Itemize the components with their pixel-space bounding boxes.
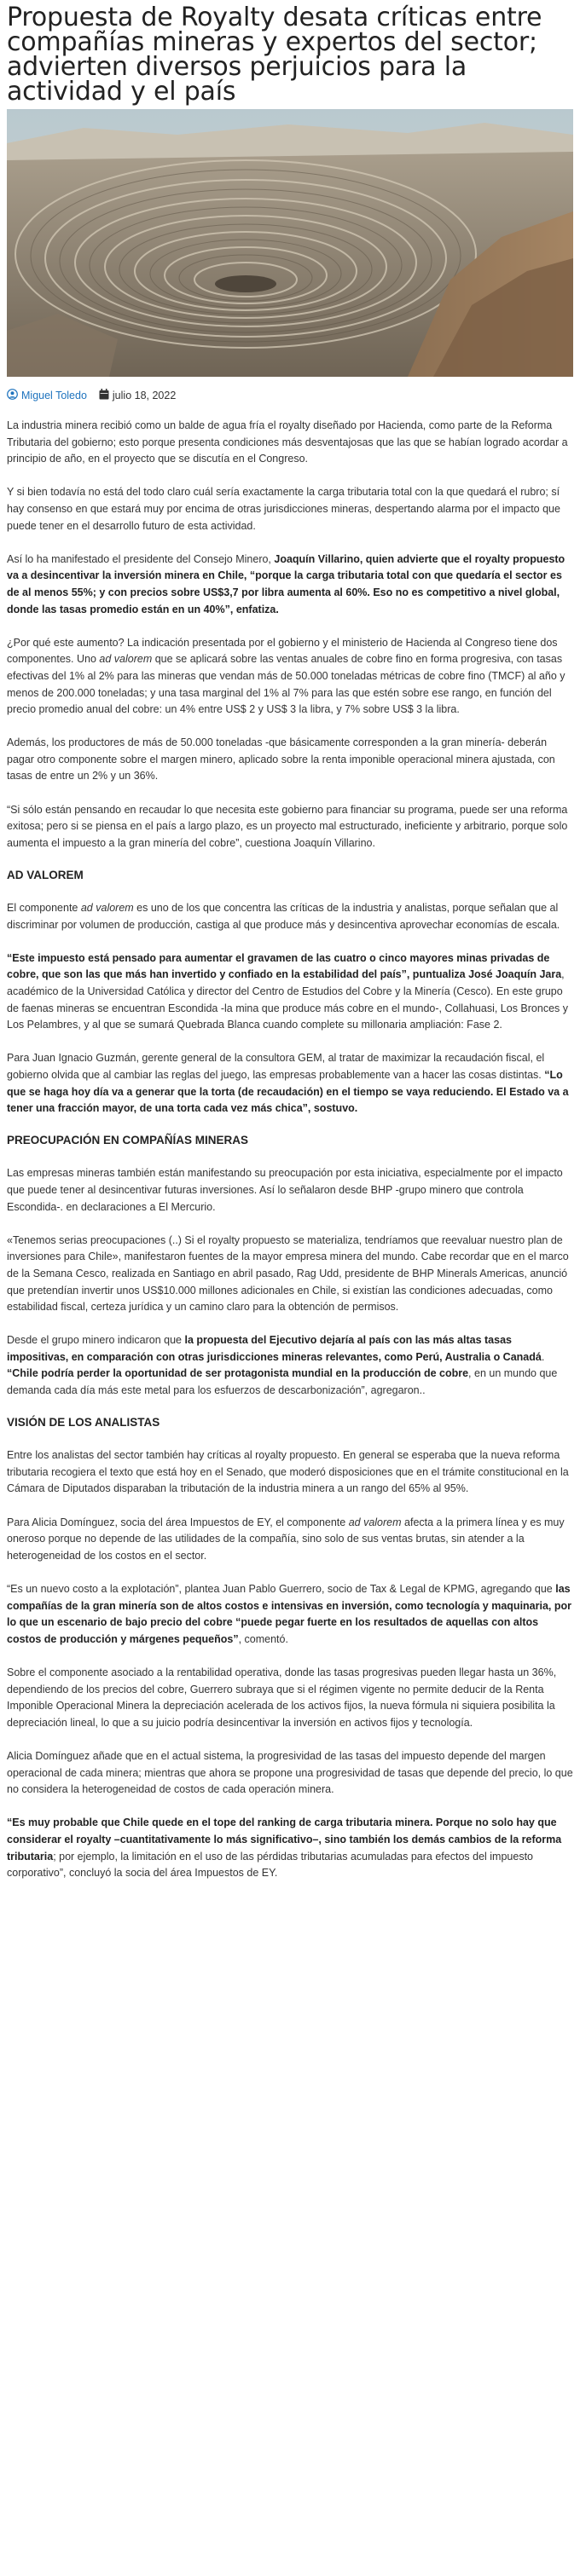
text-run: , académico de la Universidad Católica y director del Centro de Estudios del Cobre y la Minería (Cesco). En este grupo de faenas mineras se encuentran Escondida -la mina que produce más cobre en el mundo-, Collahuasi, Los Bronces y Los Pelambres, y al que se sumará Quebrada Blanca cuando complete su millonaria ampliación: Fase 2.	[7, 968, 569, 1031]
text-run: Entre los analistas del sector también hay críticas al royalty propuesto. En general se esperaba que la nueva reforma tributaria recogiera el texto que está hoy en el Senado, que moderó disposiciones que en el trámite constitucional en la Cámara de Diputados disparaban la tributación de la industria minera a un rango del 65% al 95%.	[7, 1449, 569, 1495]
article-paragraph	[7, 635, 573, 719]
text-run: las compañías de la gran minería son de altos costos e intensivas en inversión, como tecnología y maquinaria, por lo que un escenario de bajo precio del cobre “puede pegar fuerte en los resultados de aquellas con altos costos de producción y márgenes pequeños”	[7, 1583, 571, 1645]
text-run: Y si bien todavía no está del todo claro cuál sería exactamente la carga tributaria total con la que quedará el rubro; sí hay consenso en que estará muy por encima de otras jurisdicciones mineras, despertando alarma por el impacto que puede tener en el desarrollo futuro de esta actividad.	[7, 486, 560, 532]
text-run: que se aplicará sobre las ventas anuales de cobre fino en forma progresiva, con tasas efectivas del 1% al 2% para las mineras que vendan más de 50.000 toneladas métricas de cobre fino (TMCF) al año y menos de 200.000 toneladas; y una tasa marginal del 1% al 7% para las que estén sobre ese rango, en función del precio promedio anual del cobre: un 4% entre US$ 2 y US$ 3 la libra, y 7% sobre US$ 3 la libra.	[7, 653, 566, 716]
text-run: “Lo que se haga hoy día va a generar que la torta (de recaudación) en el tiempo se vaya reduciendo. El Estado va a tener una fracción mayor, de una torta cada vez más chica”, sostuvo.	[7, 1068, 569, 1115]
text-run: ad valorem	[80, 902, 134, 915]
calendar-icon	[99, 389, 109, 402]
article-paragraph	[7, 1447, 573, 1498]
text-run: .	[541, 1350, 545, 1363]
text-run: “Este impuesto está pensado para aumentar el gravamen de las cuatro o cinco mayores minas privadas de cobre, que son las que más han invertido y confiado en la estabilidad del país”, puntualiza José Joaquín Jara	[7, 951, 562, 981]
text-run: “Si sólo están pensando en recaudar lo que necesita este gobierno para financiar su programa, puede ser una reforma exitosa; pero si se piensa en el país a largo plazo, es un proyecto mal estructurado, ineficiente y arbitrario, porque solo aumenta el impuesto a la gran minería del cobre”, cuestiona Joaquín Villarino.	[7, 803, 568, 849]
text-run: Desde el grupo minero indicaron que	[7, 1334, 185, 1347]
article-paragraph	[7, 1815, 573, 1881]
article-meta	[7, 389, 573, 402]
article-paragraph	[7, 1515, 573, 1565]
text-run: “Chile podría perder la oportunidad de ser protagonista mundial en la producción de cobre	[7, 1367, 469, 1380]
user-icon	[7, 389, 18, 402]
section-heading: VISIÓN DE LOS ANALISTAS	[7, 1416, 160, 1430]
text-run: ; por ejemplo, la limitación en el uso de las pérdidas tributarias acumuladas para efectos del impuesto corporativo”, concluyó la socia del área Impuestos de EY.	[7, 1850, 533, 1880]
text-run: ¿Por qué este aumento? La indicación presentada por el gobierno y el ministerio de Hacienda al Congreso tiene dos componentes. Uno	[7, 636, 558, 666]
text-run: es uno de los que concentra las críticas de la industria y analistas, porque señalan que al discriminar por volumen de producción, castiga al que produce más y desincentiva aprovechar economías de escala.	[7, 902, 560, 931]
text-run: Joaquín Villarino, quien advierte que el royalty propuesto va a desincentivar la inversión minera en Chile, “porque la carga tributaria total con que quedaría el sector es de al menos 55%; y con precios sobre US$3,7 por libra aumenta al 60%. Eso no es competitivo a nivel global, donde las tasas promedio están en un 40%”, enfatiza.	[7, 552, 566, 615]
article-body	[7, 418, 573, 1882]
text-run: Alicia Domínguez añade que en el actual sistema, la progresividad de las tasas del impuesto depende del margen operacional de cada minera; mientras que ahora se propone una progresividad de tasas que depende del precio, lo que no considera la heterogeneidad de costos de cada operación minera.	[7, 1749, 573, 1796]
article-paragraph	[7, 950, 573, 1034]
article-paragraph	[7, 552, 573, 618]
section-heading: AD VALOREM	[7, 869, 84, 882]
text-run: “Es muy probable que Chile quede en el tope del ranking de carga tributaria minera. Porque no solo hay que considerar el royalty –cuantitativamente lo más significativo–, sino también los demás cambios de la reforma tributaria	[7, 1816, 562, 1863]
text-run: El componente	[7, 902, 81, 915]
author-link[interactable]: Miguel Toledo	[21, 390, 87, 401]
text-run: “Es un nuevo costo a la explotación”, plantea Juan Pablo Guerrero, socio de Tax & Legal de KPMG, agregando que	[7, 1583, 556, 1595]
text-run: Así lo ha manifestado el presidente del Consejo Minero,	[7, 552, 275, 565]
article-title: Propuesta de Royalty desata críticas entre compañías mineras y expertos del sector; advierten diversos perjuicios para la actividad y el país	[7, 3, 542, 107]
publish-date: julio 18, 2022	[112, 390, 177, 401]
article-paragraph	[7, 802, 573, 852]
article-paragraph	[7, 418, 573, 468]
hero-image	[7, 109, 573, 377]
text-run: La industria minera recibió como un balde de agua fría el royalty diseñado por Hacienda, como parte de la Reforma Tributaria del gobierno; esto porque presenta condiciones más desventajosas que las que se habían logrado acordar a principio de año, en el proyecto que se discutía en el Congreso.	[7, 419, 568, 465]
text-run: Las empresas mineras también están manifestando su preocupación por esta iniciativa, especialmente por el impacto que puede tener al desincentivar futuras inversiones. Así lo señalaron desde BHP -grupo minero que controla Escondida-. en declaraciones a El Mercurio.	[7, 1167, 563, 1213]
text-run: Además, los productores de más de 50.000 toneladas -que básicamente corresponden a la gran minería- deberán pagar otro componente sobre el margen minero, aplicado sobre la renta imponible operacional minera ajustada, con tasas de entre un 2% y un 36%.	[7, 736, 555, 783]
text-run: Para Alicia Domínguez, socia del área Impuestos de EY, el componente	[7, 1516, 349, 1528]
text-run: «Tenemos serias preocupaciones (..) Si el royalty propuesto se materializa, tendríamos que reevaluar nuestro plan de inversiones para Chile», manifestaron fuentes de la mayor empresa minera del mundo. Cabe recordar que en el marco de la Semana Cesco, realizada en Santiago en abril pasado, Rag Udd, presidente de BHP Minerals Americas, anunció que pretendían invertir unos US$10.000 millones adicionales en Chile, si existían las condiciones adecuadas, como estabilidad fiscal, certeza jurídica y un camino claro para la obtención de permisos.	[7, 1233, 569, 1314]
article-paragraph	[7, 1665, 573, 1731]
article-paragraph	[7, 1050, 573, 1117]
text-run: , comentó.	[238, 1632, 288, 1645]
section-heading: PREOCUPACIÓN EN COMPAÑÍAS MINERAS	[7, 1134, 249, 1147]
article-paragraph	[7, 1165, 573, 1216]
text-run: ad valorem	[348, 1516, 402, 1528]
article-paragraph	[7, 1233, 573, 1316]
article-paragraph	[7, 1581, 573, 1648]
article-paragraph	[7, 735, 573, 785]
text-run: afecta a la primera línea y es muy oneroso porque no depende de las utilidades de la compañía, sino solo de sus ventas brutas, sin atender a la heterogeneidad de los costos en el sector.	[7, 1516, 565, 1562]
text-run: Para Juan Ignacio Guzmán, gerente general de la consultora GEM, al tratar de maximizar la recaudación fiscal, el gobierno olvida que al cambiar las reglas del juego, las empresas probablemente van a hacer las cosas distintas.	[7, 1052, 545, 1081]
article-paragraph	[7, 484, 573, 534]
text-run: la propuesta del Ejecutivo dejaría al país con las más altas tasas impositivas, en comparación con otras jurisdicciones mineras relevantes, como Perú, Australia o Canadá	[7, 1334, 542, 1363]
article-paragraph	[7, 1332, 573, 1399]
article-paragraph	[7, 1748, 573, 1799]
text-run: ad valorem	[99, 653, 153, 666]
article-paragraph	[7, 900, 573, 933]
text-run: Sobre el componente asociado a la rentabilidad operativa, donde las tasas progresivas pueden llegar hasta un 36%, dependiendo de los precios del cobre, Guerrero subraya que si el régimen vigente no permite deducir de la Renta Imponible Operacional Minera la depreciación acelerada de los activos fijos, la nueva fórmula ni siquiera posibilita la depreciación lineal, lo que a su juicio podría desincentivar la inversión en activos fijos y tecnología.	[7, 1666, 557, 1729]
text-run: , en un mundo que demanda cada día más este metal para los esfuerzos de descarbonización”, agregaron..	[7, 1367, 558, 1397]
